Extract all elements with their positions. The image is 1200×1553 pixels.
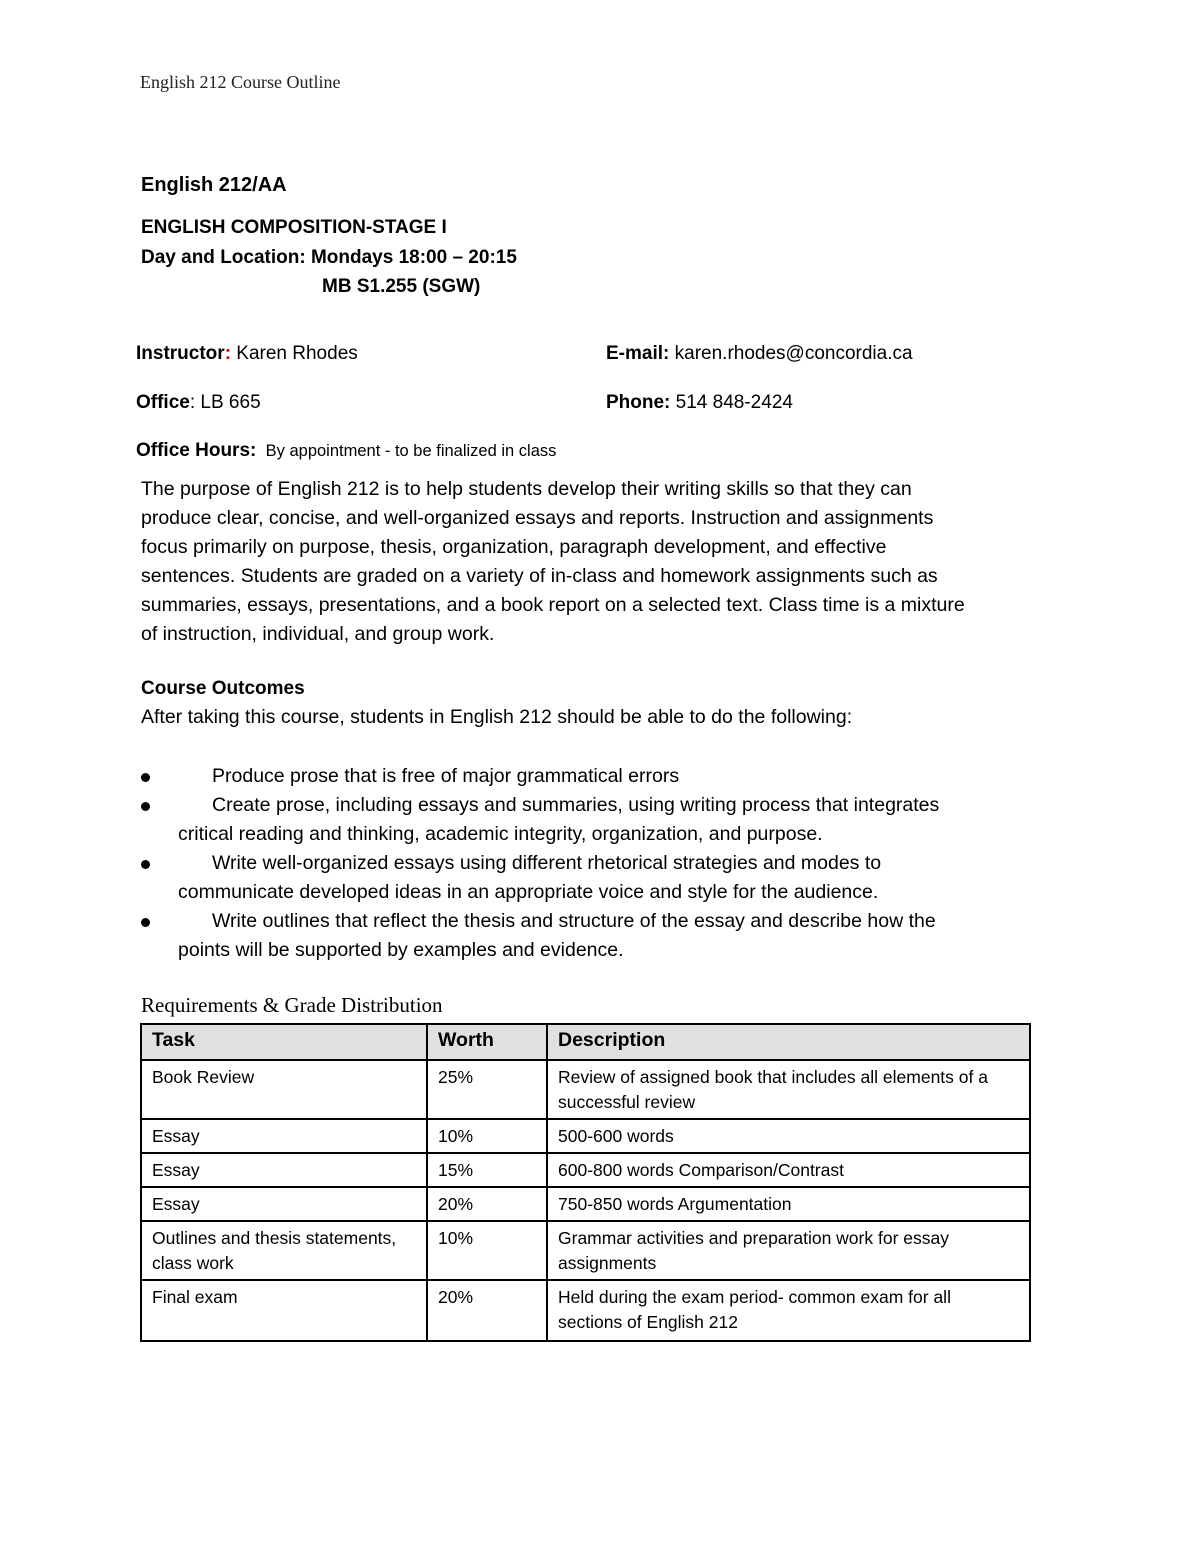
column-header-description: Description <box>547 1024 1030 1060</box>
task-cell: Essay <box>141 1119 427 1153</box>
instructor-name: Karen Rhodes <box>231 343 358 364</box>
purpose-line: focus primarily on purpose, thesis, organization, paragraph development, and effective <box>141 536 887 558</box>
purpose-line: sentences. Students are graded on a variety of in-class and homework assignments such as <box>141 565 938 587</box>
description-cell: 750-850 words Argumentation <box>547 1187 1030 1221</box>
table-header-row <box>141 1024 1030 1060</box>
worth-cell: 20% <box>427 1280 547 1341</box>
requirements-heading: Requirements & Grade Distribution <box>141 993 443 1017</box>
bullet-icon <box>141 773 150 782</box>
outcomes-list <box>141 762 1061 965</box>
office-hours-label: Office Hours: <box>136 440 257 461</box>
description-cell: Held during the exam period- common exam for all sections of English 212 <box>547 1280 1030 1341</box>
table-row <box>141 1153 1030 1187</box>
course-purpose <box>141 475 1061 649</box>
running-header: English 212 Course Outline <box>140 72 341 92</box>
column-header-worth: Worth <box>427 1024 547 1060</box>
worth-cell: 10% <box>427 1119 547 1153</box>
office-label: Office <box>136 392 190 413</box>
instructor-line <box>136 343 358 365</box>
column-header-task: Task <box>141 1024 427 1060</box>
outcome-text-cont: communicate developed ideas in an appropriate voice and style for the audience. <box>178 881 879 903</box>
purpose-line: of instruction, individual, and group work. <box>141 623 495 645</box>
list-item <box>141 791 1061 849</box>
outcomes-heading: Course Outcomes <box>141 678 305 699</box>
purpose-line: produce clear, concise, and well-organized essays and reports. Instruction and assignments <box>141 507 934 529</box>
description-cell: Grammar activities and preparation work for essay assignments <box>547 1221 1030 1280</box>
course-schedule: Day and Location: Mondays 18:00 – 20:15 <box>141 247 517 268</box>
task-cell: Book Review <box>141 1060 427 1119</box>
task-cell: Outlines and thesis statements, class work <box>141 1221 427 1280</box>
list-item <box>141 762 1061 791</box>
grade-distribution-table <box>140 1023 1031 1342</box>
purpose-line: The purpose of English 212 is to help students develop their writing skills so that they can <box>141 478 912 500</box>
list-item <box>141 907 1061 965</box>
table-row <box>141 1119 1030 1153</box>
outcome-text: Write well-organized essays using different rhetorical strategies and modes to <box>212 852 882 874</box>
office-hours-value: By appointment - to be finalized in class <box>265 442 557 460</box>
task-cell: Essay <box>141 1153 427 1187</box>
task-cell: Final exam <box>141 1280 427 1341</box>
worth-cell: 15% <box>427 1153 547 1187</box>
outcome-text-cont: critical reading and thinking, academic integrity, organization, and purpose. <box>178 823 823 845</box>
table-row <box>141 1060 1030 1119</box>
office-hours-line <box>136 440 556 462</box>
course-room: MB S1.255 (SGW) <box>322 276 481 297</box>
office-value: : LB 665 <box>189 392 261 413</box>
task-cell: Essay <box>141 1187 427 1221</box>
bullet-icon <box>141 860 150 869</box>
outcomes-intro: After taking this course, students in English 212 should be able to do the following: <box>141 706 853 728</box>
course-name: ENGLISH COMPOSITION-STAGE I <box>141 217 447 238</box>
bullet-icon <box>141 802 150 811</box>
bullet-icon <box>141 918 150 927</box>
table-row <box>141 1187 1030 1221</box>
list-item <box>141 849 1061 907</box>
outcome-text: Create prose, including essays and summaries, using writing process that integrates <box>212 794 940 816</box>
email-line <box>606 343 913 365</box>
email-value[interactable]: karen.rhodes@concordia.ca <box>674 343 913 364</box>
phone-label: Phone: <box>606 392 671 413</box>
phone-line <box>606 392 793 414</box>
worth-cell: 10% <box>427 1221 547 1280</box>
course-code: English 212/AA <box>141 174 287 196</box>
outcome-text: Write outlines that reflect the thesis and structure of the essay and describe how the <box>212 910 936 932</box>
outcome-text-cont: points will be supported by examples and evidence. <box>178 939 624 961</box>
description-cell: 500-600 words <box>547 1119 1030 1153</box>
description-cell: 600-800 words Comparison/Contrast <box>547 1153 1030 1187</box>
email-label: E-mail: <box>606 343 670 364</box>
outcome-text: Produce prose that is free of major grammatical errors <box>212 765 680 787</box>
instructor-colon: : <box>224 343 232 364</box>
purpose-line: summaries, essays, presentations, and a book report on a selected text. Class time is a mixture <box>141 594 965 616</box>
phone-value: 514 848-2424 <box>675 392 793 413</box>
worth-cell: 20% <box>427 1187 547 1221</box>
table-row <box>141 1280 1030 1341</box>
office-line <box>136 392 261 414</box>
description-cell: Review of assigned book that includes all elements of a successful review <box>547 1060 1030 1119</box>
instructor-label: Instructor <box>136 343 225 364</box>
worth-cell: 25% <box>427 1060 547 1119</box>
table-row <box>141 1221 1030 1280</box>
